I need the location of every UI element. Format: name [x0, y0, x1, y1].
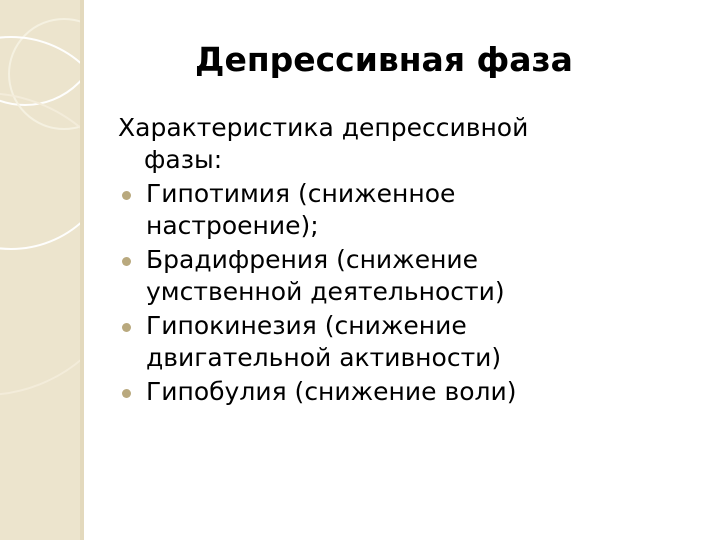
list-item [118, 310, 690, 374]
slide-body [118, 112, 690, 410]
list-item [118, 376, 690, 408]
list-item-line-1: Гипобулия (снижение воли) [146, 377, 517, 406]
list-item-line-2: настроение); [146, 211, 319, 240]
list-item [118, 178, 690, 242]
list-item-line-2: двигательной активности) [146, 343, 502, 372]
list-item-line-1: Гипокинезия (снижение [146, 311, 467, 340]
bullet-dot-icon [122, 191, 131, 200]
intro-paragraph [118, 112, 690, 176]
decorative-left-band [0, 0, 84, 540]
bullet-dot-icon [122, 257, 131, 266]
list-item-line-1: Гипотимия (сниженное [146, 179, 456, 208]
list-item [118, 244, 690, 308]
slide-content [84, 0, 720, 540]
bullet-dot-icon [122, 323, 131, 332]
circle-decoration-icon [0, 92, 84, 396]
intro-line-1: Характеристика депрессивной [118, 113, 529, 142]
bullet-list [118, 178, 690, 408]
list-item-line-2: умственной деятельности) [146, 277, 505, 306]
bullet-dot-icon [122, 389, 131, 398]
intro-line-2: фазы: [144, 145, 223, 174]
list-item-line-1: Брадифрения (снижение [146, 245, 479, 274]
slide-title: Депрессивная фаза [195, 40, 573, 79]
